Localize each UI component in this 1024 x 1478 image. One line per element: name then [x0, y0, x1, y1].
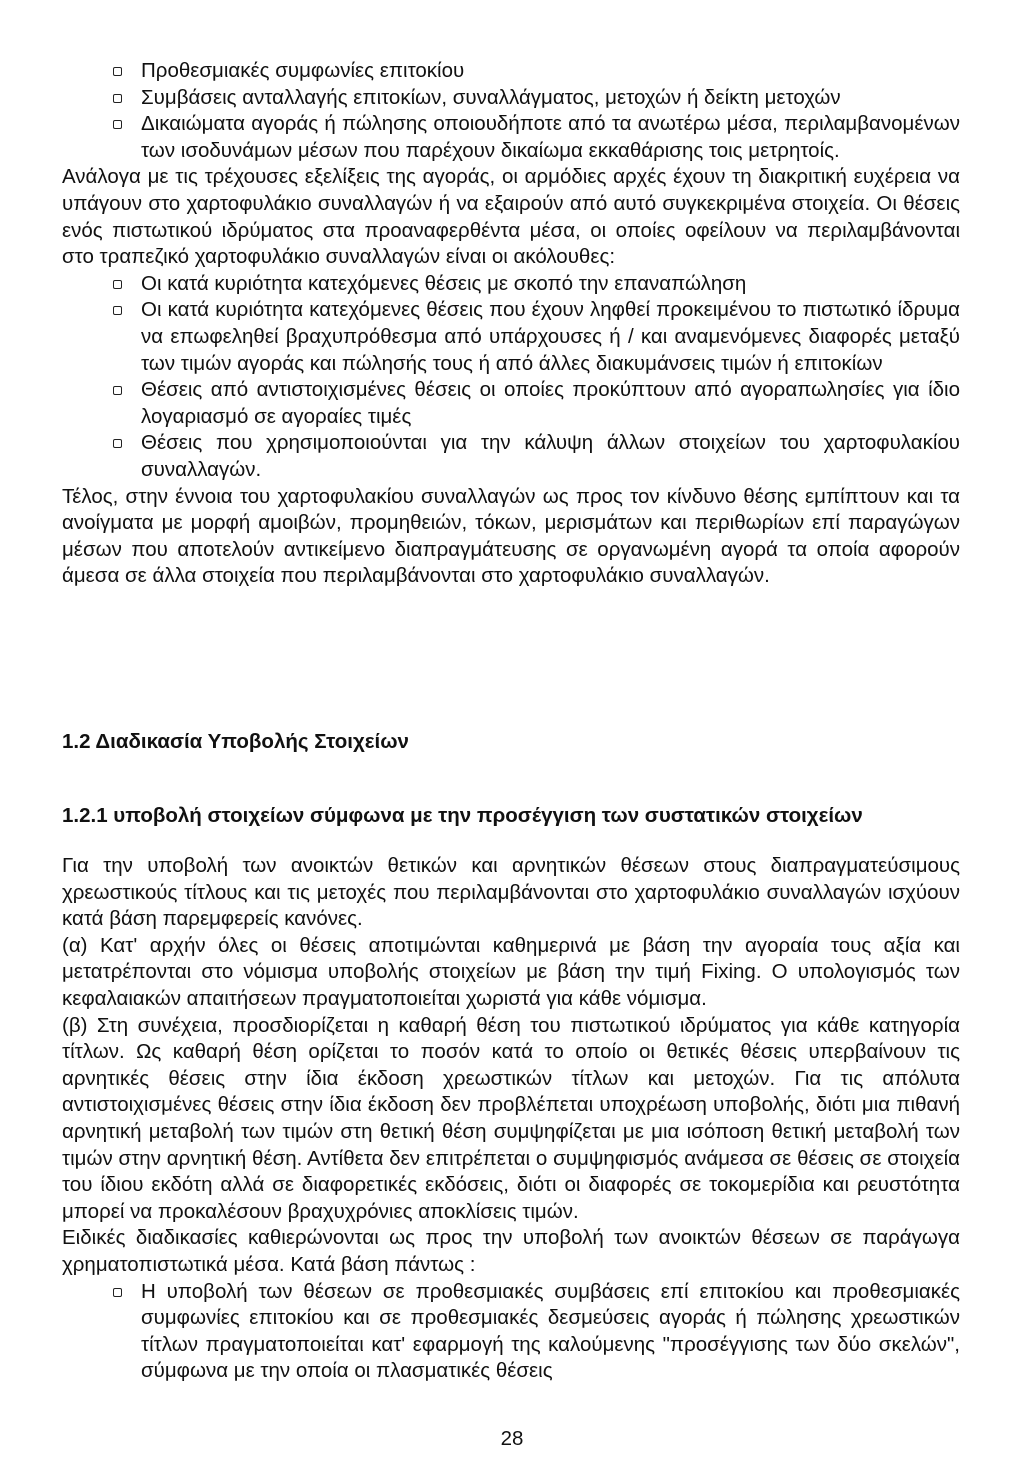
page-number: 28 — [500, 1427, 524, 1450]
instruments-bullet-list — [62, 58, 960, 164]
checkbox-bullet-icon — [113, 67, 122, 76]
paragraph-special: Ειδικές διαδικασίες καθιερώνονται ως προς την υποβολή των ανοικτών θέσεων σε παράγωγα χρηματοπιστωτικά μέσα. Κατά βάση πάντως : — [62, 1226, 960, 1276]
section-heading-1-2-1: 1.2.1 υποβολή στοιχείων σύμφωνα με την προσέγγιση των συστατικών στοιχείων — [62, 804, 863, 827]
checkbox-bullet-icon — [113, 306, 122, 315]
list-item: Δικαιώματα αγοράς ή πώλησης οποιουδήποτε από τα ανωτέρω μέσα, περιλαμβανομένων των ισοδυνάμων μέσων που παρέχουν δικαίωμα εκκαθάρισης τοις μετρητοίς. — [62, 111, 960, 164]
list-item: Οι κατά κυριότητα κατεχόμενες θέσεις που έχουν ληφθεί προκειμένου το πιστωτικό ίδρυμα να επωφεληθεί βραχυπρόθεσμα από υπάρχουσες ή / και αναμενόμενες διαφορές μεταξύ των τιμών αγοράς και πώλησής τους ή από άλλες διακυμάνσεις τιμών ή επιτοκίων — [62, 297, 960, 377]
checkbox-bullet-icon — [113, 94, 122, 103]
checkbox-bullet-icon — [113, 120, 122, 129]
submission-section — [62, 853, 960, 1385]
paragraph-finally: Τέλος, στην έννοια του χαρτοφυλακίου συναλλαγών ως προς τον κίνδυνο θέσης εμπίπτουν και τα ανοίγματα με μορφή αμοιβών, προμηθειών, τόκων, μερισμάτων και περιθωρίων επί παραγώγων μέσων που αποτελούν αντικείμενο διαπραγμάτευσης σε οργανωμένη αγορά τα οποία αφορούν άμεσα σε άλλα στοιχεία που περιλαμβάνονται στο χαρτοφυλάκιο συναλλαγών. — [62, 484, 960, 588]
paragraph-b: (β) Στη συνέχεια, προσδιορίζεται η καθαρή θέση του πιστωτικού ιδρύματος για κάθε κατηγορία τίτλων. Ως καθαρή θέση ορίζεται το ποσόν κατά το οποίο οι θετικές θέσεις υπερβαίνουν τις αρνητικές θέσεις στην ίδια έκδοση χρεωστικών τίτλων και μετοχών. Για τις απόλυτα αντιστοιχισμένες θέσεις στην ίδια έκδοση δεν προβλέπεται υποχρέωση υποβολής, διότι μια πιθανή αρνητική μεταβολή των τιμών στη θετική θέση συμψηφίζεται με μια ισόποση θετική μεταβολή των τιμών στην αρνητική θέση. Αντίθετα δεν επιτρέπεται ο συμψηφισμός ανάμεσα σε θέσεις σε στοιχεία του ίδιου εκδότη αλλά σε διαφορετικές εκδόσεις, διότι οι διαφορές σε τοκομερίδια και ρευστότητα μπορεί να προκαλέσουν βραχυχρόνιες αποκλίσεις τιμών. — [62, 1013, 960, 1223]
list-item: Η υποβολή των θέσεων σε προθεσμιακές συμβάσεις επί επιτοκίου και προθεσμιακές συμφωνίες επιτοκίου και σε προθεσμιακές δεσμεύσεις αγοράς ή πώλησης χρεωστικών τίτλων πραγματοποιείται κατ' εφαρμογή της καλούμενης "προσέγγισης των δύο σκελών", σύμφωνα με την οποία οι πλασματικές θέσεις — [62, 1279, 960, 1385]
checkbox-bullet-icon — [113, 439, 122, 448]
list-item: Θέσεις που χρησιμοποιούνται για την κάλυψη άλλων στοιχείων του χαρτοφυλακίου συναλλαγών. — [62, 430, 960, 483]
instruments-list-section — [62, 58, 960, 590]
paragraph-discretion: Ανάλογα με τις τρέχουσες εξελίξεις της αγοράς, οι αρμόδιες αρχές έχουν τη διακριτική ευχέρεια να υπάγουν στο χαρτοφυλάκιο συναλλαγών ή να εξαιρούν από αυτό συγκεκριμένα στοιχεία. Οι θέσεις ενός πιστωτικού ιδρύματος στα προαναφερθέντα μέσα, οι οποίες οφείλουν να περιλαμβάνονται στο τραπεζικό χαρτοφυλάκιο συναλλαγών είναι οι ακόλουθες: — [62, 165, 960, 269]
paragraph-a: (α) Κατ' αρχήν όλες οι θέσεις αποτιμώνται καθημερινά με βάση την αγοραία τους αξία και μετατρέπονται στο νόμισμα υποβολής στοιχείων με βάση την τιμή Fixing. Ο υπολογισμός των κεφαλαιακών απαιτήσεων πραγματοποιείται χωριστά για κάθε νόμισμα. — [62, 933, 960, 1010]
list-item: Προθεσμιακές συμφωνίες επιτοκίου — [62, 58, 960, 85]
positions-bullet-list — [62, 271, 960, 484]
checkbox-bullet-icon — [113, 386, 122, 395]
section-heading-1-2: 1.2 Διαδικασία Υποβολής Στοιχείων — [62, 730, 409, 753]
paragraph-submission: Για την υποβολή των ανοικτών θετικών και αρνητικών θέσεων στους διαπραγματεύσιμους χρεωστικούς τίτλους και τις μετοχές που περιλαμβάνονται στο χαρτοφυλάκιο συναλλαγών ισχύουν κατά βάση παρεμφερείς κανόνες. — [62, 854, 960, 931]
derivatives-bullet-list — [62, 1279, 960, 1385]
list-item: Συμβάσεις ανταλλαγής επιτοκίων, συναλλάγματος, μετοχών ή δείκτη μετοχών — [62, 85, 960, 112]
list-item: Οι κατά κυριότητα κατεχόμενες θέσεις με σκοπό την επαναπώληση — [62, 271, 960, 298]
list-item: Θέσεις από αντιστοιχισμένες θέσεις οι οποίες προκύπτουν από αγοραπωλησίες για ίδιο λογαριασμό σε αγοραίες τιμές — [62, 377, 960, 430]
checkbox-bullet-icon — [113, 1288, 122, 1297]
checkbox-bullet-icon — [113, 280, 122, 289]
